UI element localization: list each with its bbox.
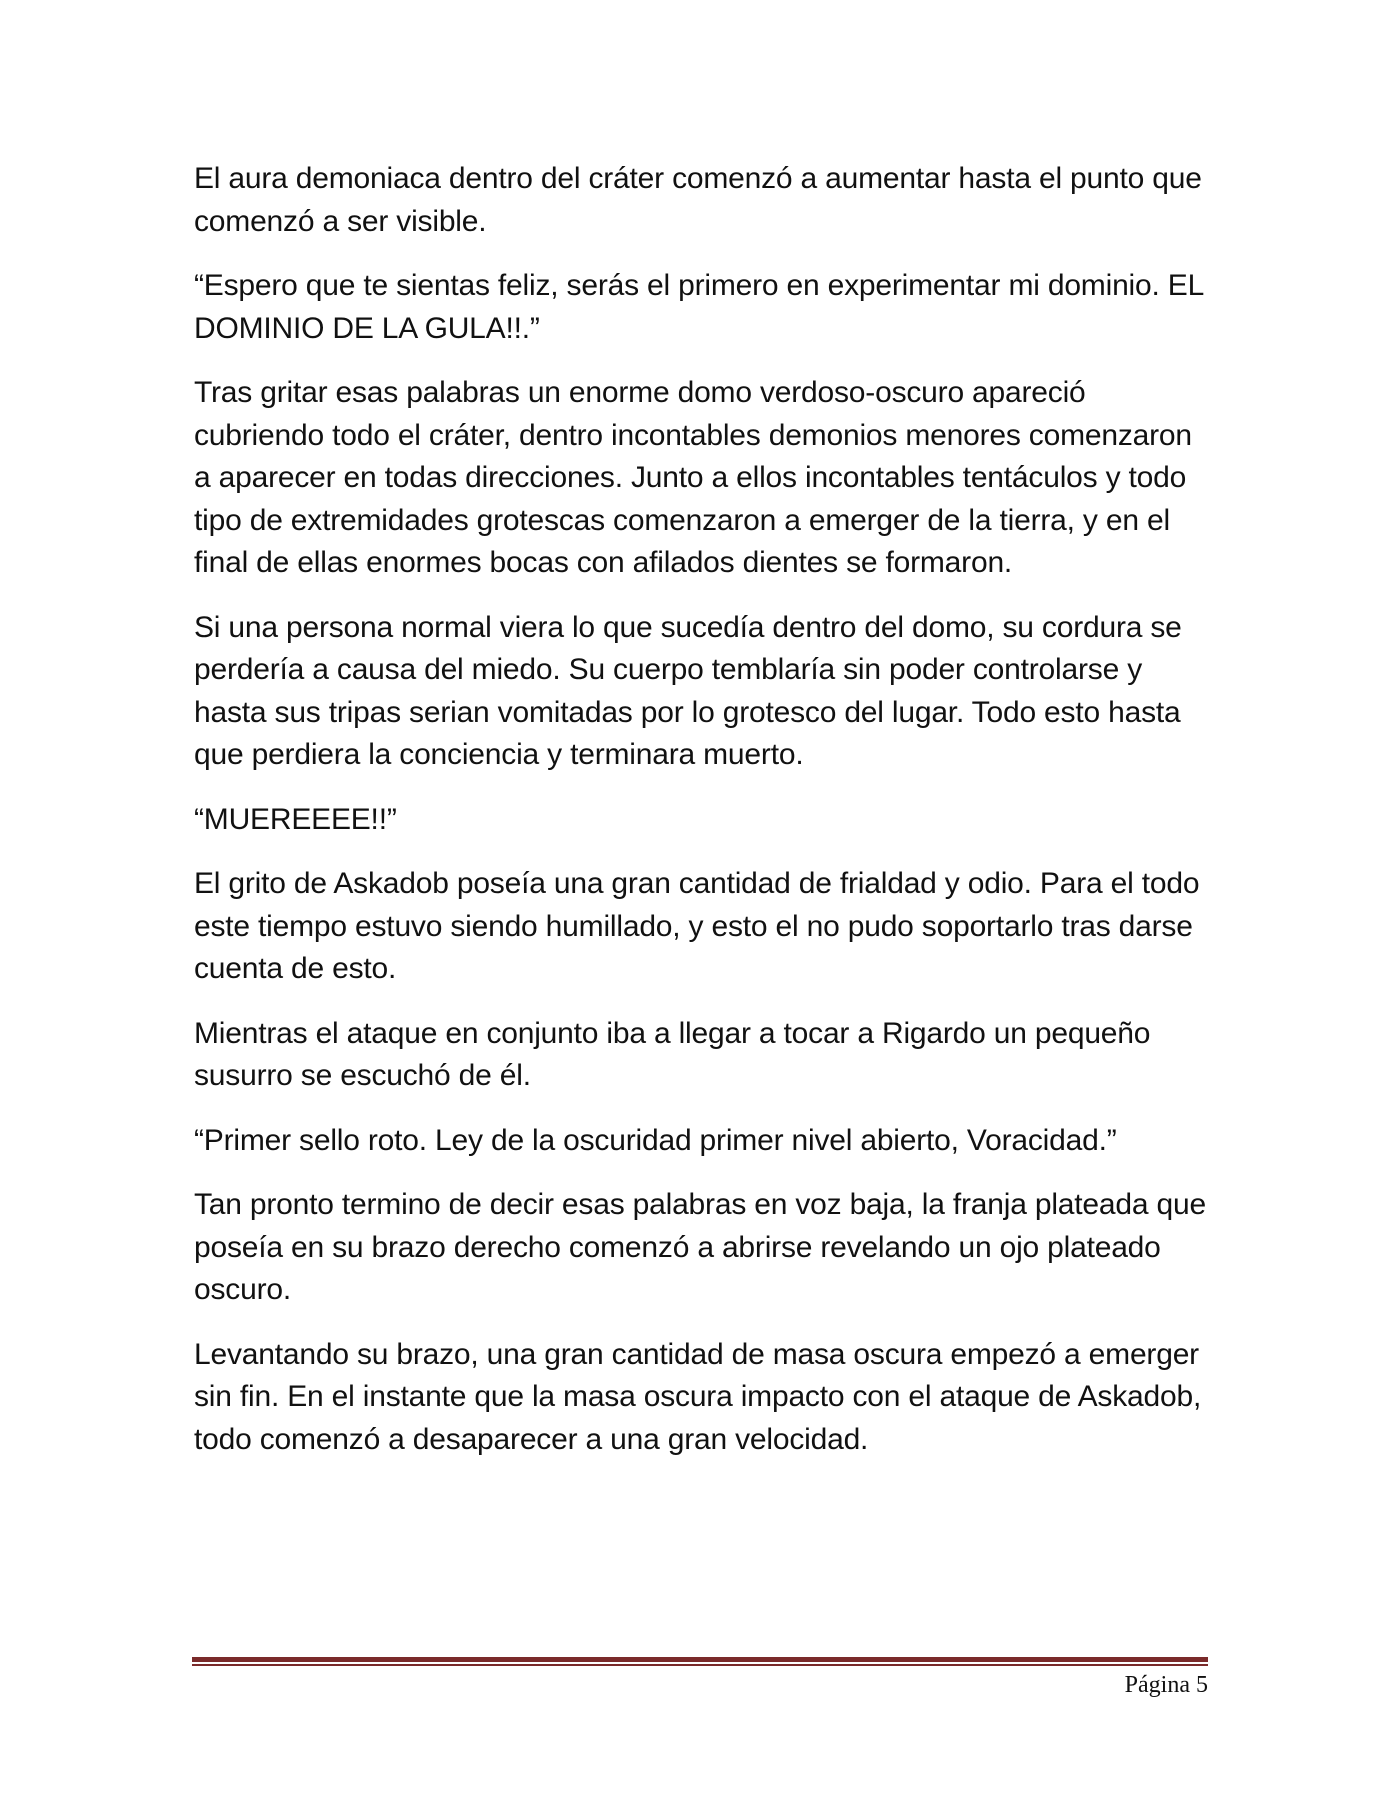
footer-rule <box>192 1657 1208 1666</box>
page-number: Página 5 <box>1124 1672 1208 1698</box>
paragraph: El grito de Askadob poseía una gran cantidad de frialdad y odio. Para el todo este tiempo estuvo siendo humillado, y esto el no pudo soportarlo tras darse cuenta de esto. <box>194 867 1200 985</box>
paragraph: Tras gritar esas palabras un enorme domo verdoso-oscuro apareció cubriendo todo el cráter, dentro incontables demonios menores comenzaron a aparecer en todas direcciones. Junto a ellos incontables tentáculos y todo tipo de extremidades grotescas comenzaron a emerger de la tierra, y en el final de ellas enormes bocas con afilados dientes se formaron. <box>194 376 1192 579</box>
paragraph: “MUEREEEE!!” <box>194 802 397 836</box>
paragraph: “Primer sello roto. Ley de la oscuridad primer nivel abierto, Voracidad.” <box>194 1123 1117 1157</box>
paragraph: Levantando su brazo, una gran cantidad de masa oscura empezó a emerger sin fin. En el instante que la masa oscura impacto con el ataque de Askadob, todo comenzó a desaparecer a una gran velocidad. <box>194 1337 1202 1456</box>
paragraph: Tan pronto termino de decir esas palabras en voz baja, la franja plateada que poseía en su brazo derecho comenzó a abrirse revelando un ojo plateado oscuro. <box>194 1188 1206 1306</box>
body-text <box>194 158 1214 1483</box>
footer-rule-thick <box>192 1657 1208 1662</box>
paragraph: El aura demoniaca dentro del cráter comenzó a aumentar hasta el punto que comenzó a ser visible. <box>194 162 1202 238</box>
paragraph: Si una persona normal viera lo que sucedía dentro del domo, su cordura se perdería a causa del miedo. Su cuerpo temblaría sin poder controlarse y hasta sus tripas serian vomitadas por lo grotesco del lugar. Todo esto hasta que perdiera la conciencia y terminara muerto. <box>194 610 1182 771</box>
footer-rule-thin <box>192 1664 1208 1666</box>
paragraph: “Espero que te sientas feliz, serás el primero en experimentar mi dominio. EL DOMINIO DE LA GULA!!.” <box>194 269 1203 345</box>
paragraph: Mientras el ataque en conjunto iba a llegar a tocar a Rigardo un pequeño susurro se escuchó de él. <box>194 1016 1151 1092</box>
